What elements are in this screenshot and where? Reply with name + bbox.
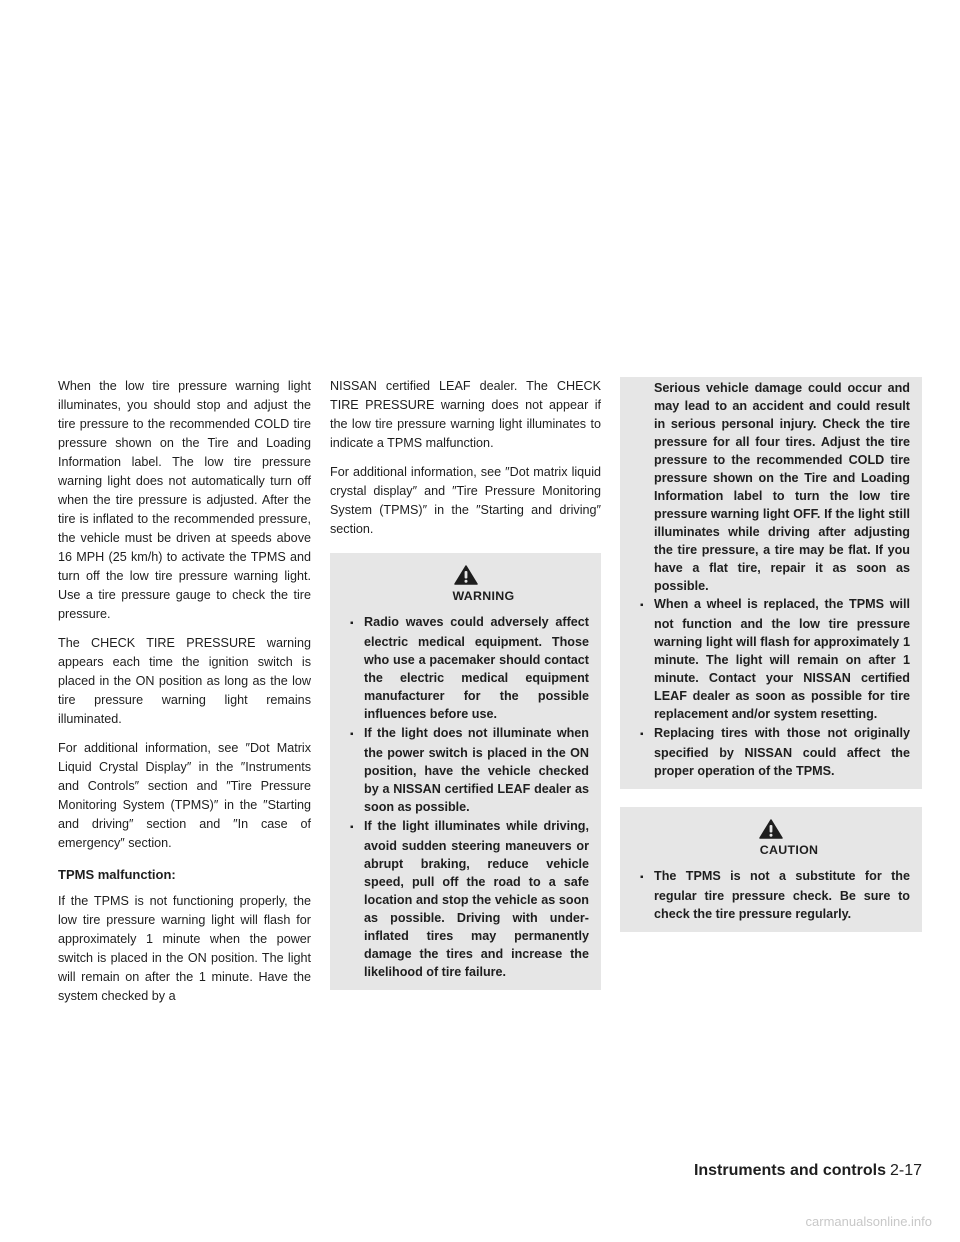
body-paragraph: For additional information, see ″Dot Matrix Liquid Crystal Display″ in the ″Instruments and Controls″ section and ″Tire Pressure Monitoring System (TPMS)″ in the ″Starting and driving″ section and ″In case of emergency″ section.	[58, 741, 311, 850]
column-2	[330, 377, 601, 990]
caution-header	[632, 815, 910, 859]
warning-item: ▪ Replacing tires with those not originally specified by NISSAN could affect the proper operation of the TPMS.	[632, 724, 910, 780]
page-number: 2-17	[889, 1162, 922, 1179]
section-title: Instruments and controls	[693, 1162, 886, 1179]
caution-box	[620, 807, 922, 932]
section-heading: TPMS malfunction:	[58, 867, 176, 882]
body-paragraph: When the low tire pressure warning light illuminates, you should stop and adjust the tire pressure to the recommended COLD tire pressure shown on the Tire and Loading Information label. The low tire pressure warning light does not automatically turn off when the tire pressure is adjusted. After the tire is inflated to the recommended pressure, the vehicle must be driven at speeds above 16 MPH (25 km/h) to activate the TPMS and turn off the low tire pressure warning light. Use a tire pressure gauge to check the tire pressure.	[58, 379, 311, 621]
caution-item: ▪ The TPMS is not a substitute for the regular tire pressure check. Be sure to check the tire pressure regularly.	[632, 867, 910, 923]
column-1	[58, 377, 311, 1016]
watermark: carmanualsonline.info	[805, 1214, 932, 1229]
warning-triangle-icon	[454, 565, 478, 585]
warning-continuation: Serious vehicle damage could occur and may lead to an accident and could result in serious personal injury. Check the tire pressure for all four tires. Adjust the tire pressure to the recommended COLD tire pressure shown on the Tire and Loading Information label to turn the low tire pressure warning light OFF. If the light still illuminates while driving after adjusting the tire pressure, a tire may be flat. If you have a flat tire, repair it as soon as possible.	[654, 381, 910, 593]
body-paragraph: NISSAN certified LEAF dealer. The CHECK TIRE PRESSURE warning does not appear if the low tire pressure warning light illuminates to indicate a TPMS malfunction.	[330, 379, 601, 450]
caution-label: CAUTION	[759, 843, 819, 857]
warning-box	[330, 553, 601, 990]
caution-triangle-icon	[759, 819, 783, 839]
page-footer	[694, 1162, 922, 1180]
body-paragraph: The CHECK TIRE PRESSURE warning appears each time the ignition switch is placed in the ON position as long as the low tire pressure warning light remains illuminated.	[58, 636, 311, 726]
warning-list	[632, 595, 910, 780]
column-3	[620, 377, 922, 932]
warning-item: ▪ If the light does not illuminate when the power switch is placed in the ON position, have the vehicle checked by a NISSAN certified LEAF dealer as soon as possible.	[342, 724, 589, 816]
warning-item: ▪ When a wheel is replaced, the TPMS will not function and the low tire pressure warning light will flash for approximately 1 minute. The light will remain on after 1 minute. Contact your NISSAN certified LEAF dealer as soon as possible for tire replacement and/or system resetting.	[632, 595, 910, 723]
caution-list	[632, 867, 910, 923]
warning-item: ▪ If the light illuminates while driving, avoid sudden steering maneuvers or abrupt braking, reduce vehicle speed, pull off the road to a safe location and stop the vehicle as soon as possible. Driving with under-inflated tires may permanently damage the tires and increase the likelihood of tire failure.	[342, 817, 589, 981]
warning-box-continued	[620, 377, 922, 789]
body-paragraph: For additional information, see ″Dot matrix liquid crystal display″ and ″Tire Pressure Monitoring System (TPMS)″ in the ″Starting and driving″ section.	[330, 465, 601, 536]
warning-item: ▪ Radio waves could adversely affect electric medical equipment. Those who use a pacemaker should contact the electric medical equipment manufacturer for the possible influences before use.	[342, 613, 589, 723]
warning-list	[342, 613, 589, 981]
body-paragraph: If the TPMS is not functioning properly, the low tire pressure warning light will flash for approximately 1 minute when the power switch is placed in the ON position. The light will remain on after the 1 minute. Have the system checked by a	[58, 894, 311, 1003]
warning-label: WARNING	[452, 589, 515, 603]
warning-header	[342, 561, 589, 605]
